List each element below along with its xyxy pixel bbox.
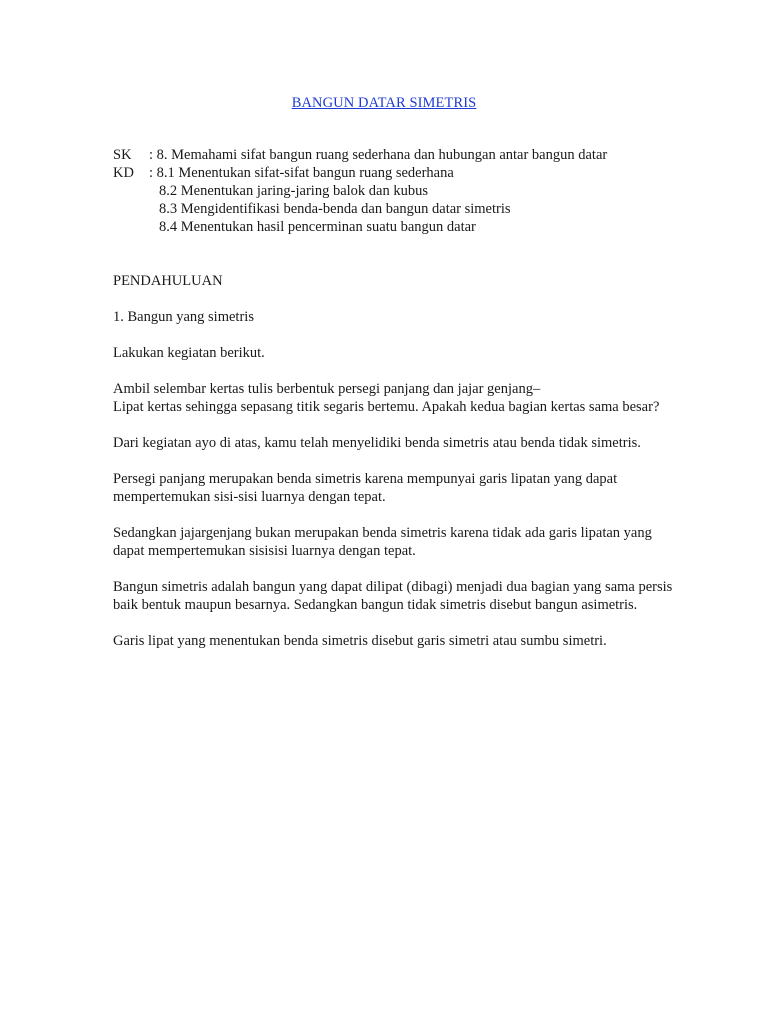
sk-label: SK xyxy=(113,147,132,163)
paragraph: Bangun simetris adalah bangun yang dapat dilipat (dibagi) menjadi dua bagian yang sama persis baik bentuk maupun besarnya. Sedangkan bangun tidak simetris disebut bangun asimetris. xyxy=(113,579,673,613)
kd-item: 8.3 Mengidentifikasi benda-benda dan bangun datar simetris xyxy=(159,201,511,217)
document-body xyxy=(113,272,673,650)
paragraph: Dari kegiatan ayo di atas, kamu telah menyelidiki benda simetris atau benda tidak simetris. xyxy=(113,435,641,451)
competency-block xyxy=(113,146,673,236)
kd-item: : 8.1 Menentukan sifat-sifat bangun ruang sederhana xyxy=(149,165,454,181)
subheading: 1. Bangun yang simetris xyxy=(113,309,254,325)
kd-row xyxy=(113,218,673,236)
kd-row xyxy=(113,200,673,218)
paragraph: Sedangkan jajargenjang bukan merupakan benda simetris karena tidak ada garis lipatan yang dapat mempertemukan sisisisi luarnya dengan tepat. xyxy=(113,525,652,559)
kd-item: 8.2 Menentukan jaring-jaring balok dan kubus xyxy=(159,183,428,199)
sk-text: : 8. Memahami sifat bangun ruang sederhana dan hubungan antar bangun datar xyxy=(149,147,608,163)
kd-row xyxy=(113,164,673,182)
document-title: BANGUN DATAR SIMETRIS xyxy=(291,95,477,111)
kd-label: KD xyxy=(113,165,134,181)
paragraph: Ambil selembar kertas tulis berbentuk persegi panjang dan jajar genjang– xyxy=(113,381,541,397)
paragraph: Lakukan kegiatan berikut. xyxy=(113,345,265,361)
section-heading: PENDAHULUAN xyxy=(113,273,223,289)
paragraph: Persegi panjang merupakan benda simetris karena mempunyai garis lipatan yang dapat mempertemukan sisi-sisi luarnya dengan tepat. xyxy=(113,471,618,505)
paragraph: Lipat kertas sehingga sepasang titik segaris bertemu. Apakah kedua bagian kertas sama besar? xyxy=(113,399,660,415)
sk-row xyxy=(113,146,673,164)
paragraph: Garis lipat yang menentukan benda simetris disebut garis simetri atau sumbu simetri. xyxy=(113,633,607,649)
kd-row xyxy=(113,182,673,200)
kd-item: 8.4 Menentukan hasil pencerminan suatu bangun datar xyxy=(159,219,476,235)
